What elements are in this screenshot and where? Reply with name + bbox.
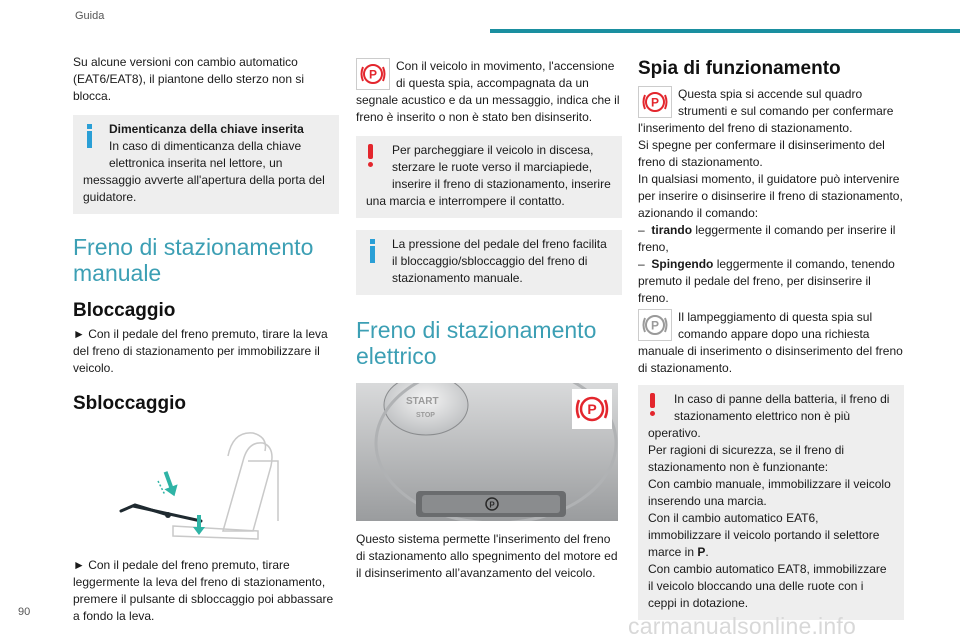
handbrake-illustration (73, 421, 339, 549)
parking-brake-warning-icon (356, 58, 390, 90)
warning-icon (366, 142, 392, 178)
warning-light-text: Con il veicolo in movimento, l'accensione di questa spia, accompagnata da un segnale acustico e da un messaggio, indica che il freno è inserito o non è stato ben disinserito. (356, 59, 620, 124)
info-pedal-text: La pressione del pedale del freno facilita il bloccaggio/sbloccaggio del freno di stazionamento manuale. (392, 237, 607, 285)
paragraph-driver: In qualsiasi momento, il guidatore può intervenire per inserire o disinserire il freno di stazionamento, azionando il comando: (638, 172, 903, 220)
parking-brake-warning-icon (638, 86, 672, 118)
svg-text:P: P (650, 318, 660, 333)
column-2 (356, 59, 622, 588)
paragraph-electric-system: Questo sistema permette l'inserimento del freno di stazionamento allo spegnimento del motore ed il disinserimento all’avanzamento del veicolo. (356, 532, 618, 580)
paragraph-spia-off: Si spegne per confermare il disinserimento del freno di stazionamento. (638, 138, 885, 169)
heading-spia: Spia di funzionamento (638, 58, 841, 79)
paragraph-steering-lock: Su alcune versioni con cambio automatico (EAT6/EAT8), il piantone dello sterzo non si blocca. (73, 55, 304, 103)
warning-note-battery (638, 385, 904, 620)
paragraph-warning-light (356, 58, 622, 126)
stop-label: STOP (416, 412, 435, 419)
safety-text: Per ragioni di sicurezza, se il freno di stazionamento non è funzionante: (648, 443, 845, 474)
watermark: carmanualsonline.info (628, 613, 856, 639)
column-3 (638, 58, 904, 632)
handbrake-lever-diagram (73, 421, 339, 549)
paragraph-lock: ► Con il pedale del freno premuto, tirare la leva del freno di stazionamento per immobilizzare il veicolo. (73, 327, 328, 375)
manual-gearbox-text: Con cambio manuale, immobilizzare il veicolo inserendo una marcia. (648, 477, 891, 508)
paragraph-spia-on (638, 86, 904, 137)
warning-slope-text: Per parcheggiare il veicolo in discesa, sterzare le ruote verso il marciapiede, inserire il freno di stazionamento, inserire una marcia e interrompere il contatto. (366, 143, 611, 208)
heading-electric-brake: Freno di stazionamento elettrico (356, 317, 597, 369)
list-item-pull: – tirando leggermente il comando per inserire il freno, (638, 223, 896, 254)
battery-text: In caso di panne della batteria, il freno di stazionamento elettrico non è più operativo. (648, 392, 890, 440)
heading-manual-brake: Freno di stazionamento manuale (73, 234, 314, 286)
heading-lock: Bloccaggio (73, 300, 176, 321)
start-label: START (406, 396, 439, 407)
column-1 (73, 54, 339, 631)
note-title: Dimenticanza della chiave inserita (109, 122, 304, 136)
svg-text:P: P (650, 95, 660, 110)
parking-brake-grey-icon (638, 309, 672, 341)
paragraph-unlock: ► Con il pedale del freno premuto, tirare leggermente la leva del freno di stazionamento, premere il pulsante di sbloccaggio poi abbassare a fondo la leva. (73, 558, 334, 623)
electric-brake-photo (356, 383, 618, 521)
svg-text:P: P (489, 500, 495, 510)
blink-text: Il lampeggiamento di questa spia sul comando appare dopo una richiesta manuale di inserimento o disinserimento del freno di stazionamento. (638, 310, 903, 375)
svg-text:P: P (587, 401, 597, 417)
warning-note-slope (356, 136, 622, 218)
header-accent-bar (490, 29, 960, 33)
running-header: Guida (75, 10, 105, 22)
info-icon (83, 121, 109, 157)
page-number: 90 (18, 606, 31, 618)
warning-icon (648, 391, 674, 421)
paragraph-blink (638, 309, 904, 377)
list-item-push: – Spingendo leggermente il comando, tenendo premuto il pedale del freno, per disinserire il freno. (638, 257, 895, 305)
spia-on-text: Questa spia si accende sul quadro strumenti e sul comando per confermare l'inserimento del freno di stazionamento. (638, 87, 894, 135)
eat8-text: Con cambio automatico EAT8, immobilizzare il veicolo bloccando una delle ruote con i ceppi in dotazione. (648, 562, 887, 610)
svg-text:P: P (368, 67, 378, 82)
info-note-key (73, 115, 339, 214)
eat6-text: Con il cambio automatico EAT6, immobilizzare il veicolo portando il selettore marce in P. (648, 511, 880, 559)
heading-unlock: Sbloccaggio (73, 393, 186, 414)
info-icon (366, 236, 392, 272)
info-note-pedal (356, 230, 622, 295)
note-text: In caso di dimenticanza della chiave elettronica inserita nel lettore, un messaggio avverte all'apertura della porta del guidatore. (83, 139, 325, 204)
